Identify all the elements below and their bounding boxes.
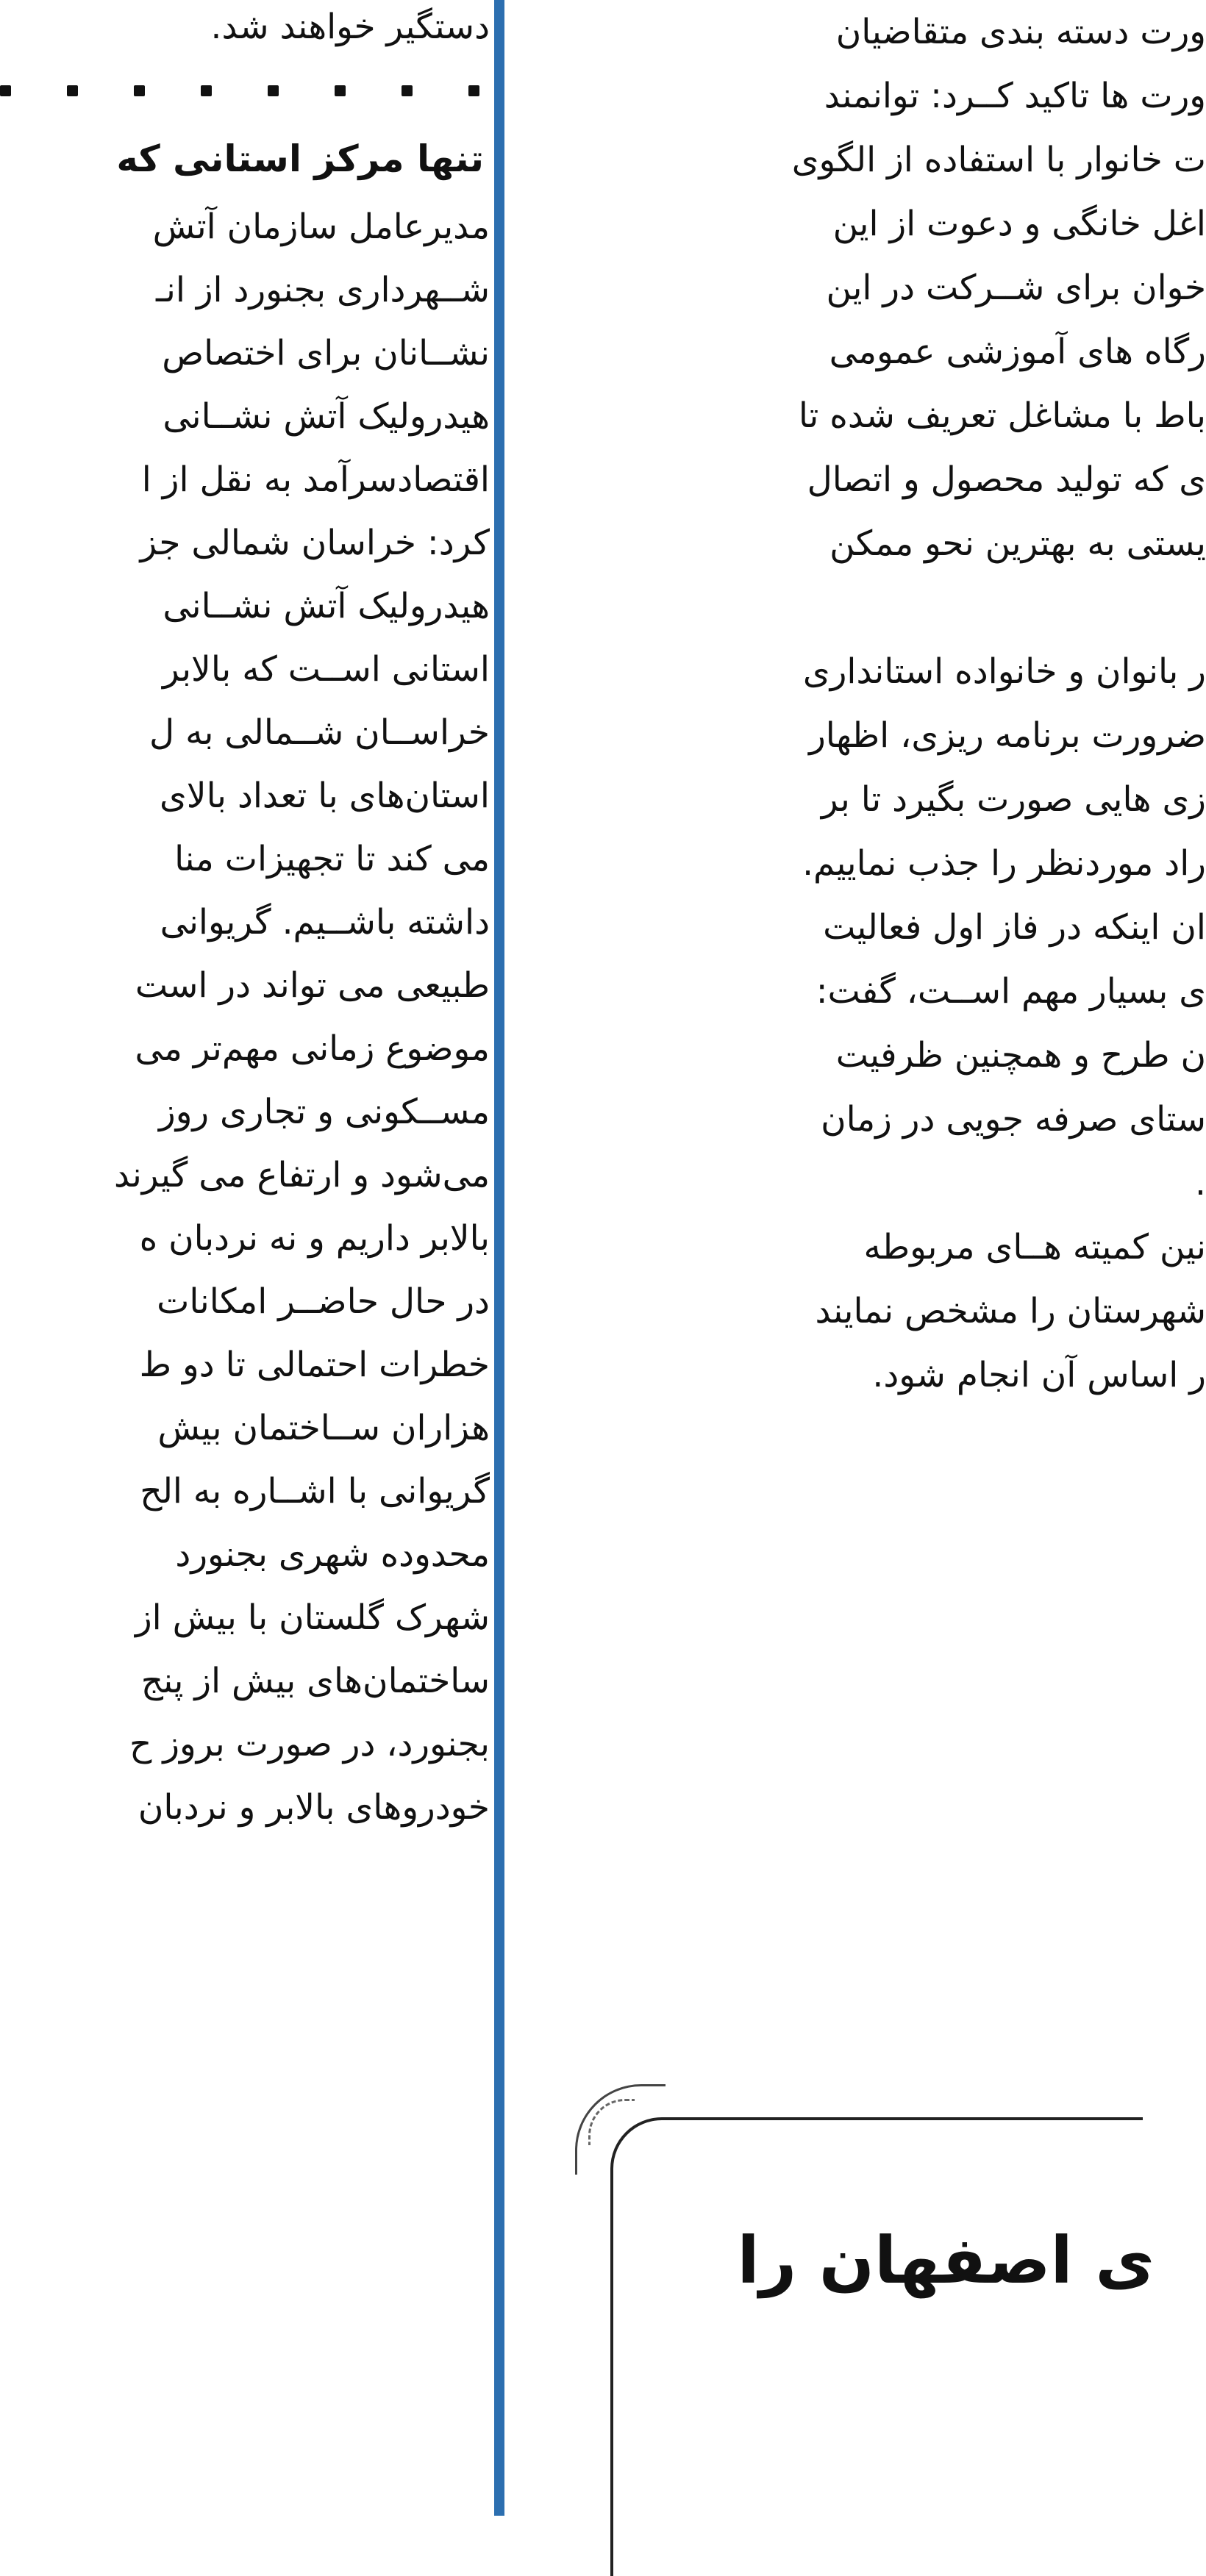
- article-line: ضرورت برنامه ریزی، اظهار: [809, 715, 1206, 756]
- article-line: ن طرح و همچنین ظرفیت: [835, 1035, 1206, 1076]
- article-line: زی هایی صورت بگیرد تا بر: [821, 779, 1206, 820]
- article-line: ت خانوار با استفاده از الگوی: [791, 140, 1206, 180]
- article-line: هیدرولیک آتش نشــانی: [163, 586, 490, 626]
- divider-dot: [201, 85, 212, 96]
- article-line: خطرات احتمالی تا دو ط: [139, 1345, 490, 1385]
- article-line: رگاه های آموزشی عمومی: [829, 332, 1206, 372]
- article-line: در حال حاضــر امکانات: [157, 1281, 490, 1322]
- divider-dot: [134, 85, 145, 96]
- article-line: ورت دسته بندی متقاضیان: [835, 12, 1206, 52]
- article-line: باط با مشاغل تعریف شده تا: [798, 396, 1206, 436]
- left-article-column: [0, 0, 494, 2516]
- article-line: هیدرولیک آتش نشــانی: [163, 396, 490, 437]
- article-line: داشته باشــیم. گریوانی: [160, 902, 490, 942]
- article-line: می کند تا تجهیزات منا: [174, 839, 490, 879]
- article-line: ان اینکه در فاز اول فعالیت: [823, 907, 1206, 948]
- section-divider-dots: [0, 59, 490, 122]
- article-line: .: [1195, 1163, 1206, 1203]
- article-line: بالابر داریم و نه نردبان ه: [139, 1218, 490, 1259]
- divider-dot: [0, 85, 11, 96]
- article-line: شهرک گلستان با بیش از: [135, 1598, 490, 1638]
- article-line: نین کمیته هــای مربوطه: [863, 1227, 1206, 1267]
- left-article-body: [0, 0, 490, 1839]
- article-line: استانی اســت که بالابر: [163, 649, 490, 690]
- article-line: هزاران ســاختمان بیش: [157, 1408, 490, 1448]
- article-line: مدیرعامل سازمان آتش: [152, 207, 490, 247]
- article-line: ورت ها تاکید کــرد: توانمند: [824, 76, 1206, 116]
- boxed-article-title: ی اصفهان را: [737, 2222, 1155, 2298]
- left-article-first-line: دستگیر خواهند شد.: [210, 7, 490, 47]
- article-line: مســکونی و تجاری روز: [159, 1092, 490, 1132]
- article-line: خودروهای بالابر و نردبان: [138, 1787, 490, 1828]
- article-line: ستای صرفه جویی در زمان: [821, 1099, 1206, 1139]
- right-article-body: [559, 0, 1206, 1407]
- divider-dot: [468, 85, 479, 96]
- article-line: ی که تولید محصول و اتصال: [807, 459, 1206, 500]
- article-line: یستی به بهترین نحو ممکن: [829, 523, 1206, 564]
- article-line: نشــانان برای اختصاص: [162, 333, 490, 373]
- article-line: اقتصادسرآمد به نقل از ا: [141, 459, 490, 500]
- column-separator-bar: [494, 0, 504, 2516]
- article-line: طبیعی می تواند در است: [135, 965, 490, 1006]
- article-line: شــهرداری بجنورد از انـ: [156, 270, 490, 310]
- article-line: ر اساس آن انجام شود.: [872, 1355, 1206, 1395]
- article-line: کرد: خراسان شمالی جز: [140, 523, 490, 563]
- divider-dot: [402, 85, 413, 96]
- article-line: خراســان شــمالی به ل: [149, 712, 490, 753]
- article-line: شهرستان را مشخص نمایند: [815, 1291, 1206, 1331]
- article-line: راد موردنظر را جذب نماییم.: [802, 843, 1206, 884]
- article-line: موضوع زمانی مهم‌تر می: [135, 1028, 490, 1069]
- article-line: گریوانی با اشــاره به الح: [140, 1471, 490, 1511]
- divider-dot: [268, 85, 279, 96]
- boxed-article-frame: [610, 2117, 1143, 2576]
- article-line: ساختمان‌های بیش از پنج: [140, 1661, 490, 1701]
- article-line: محدوده شهری بجنورد: [175, 1534, 490, 1575]
- article-line: خوان برای شــرکت در این: [826, 268, 1206, 308]
- article-line: اغل خانگی و دعوت از این: [832, 204, 1206, 244]
- left-article-headline: تنها مرکز استانی که: [116, 137, 484, 180]
- article-line: استان‌های با تعداد بالای: [160, 776, 490, 816]
- divider-dot: [67, 85, 78, 96]
- divider-dot: [335, 85, 346, 96]
- article-line: ی بسیار مهم اســت، گفت:: [816, 971, 1206, 1012]
- paragraph-gap: [559, 576, 1206, 640]
- article-line: می‌شود و ارتفاع می گیرند: [114, 1155, 490, 1195]
- article-line: بجنورد، در صورت بروز ح: [129, 1724, 490, 1764]
- article-line: ر بانوان و خانواده استانداری: [802, 651, 1206, 692]
